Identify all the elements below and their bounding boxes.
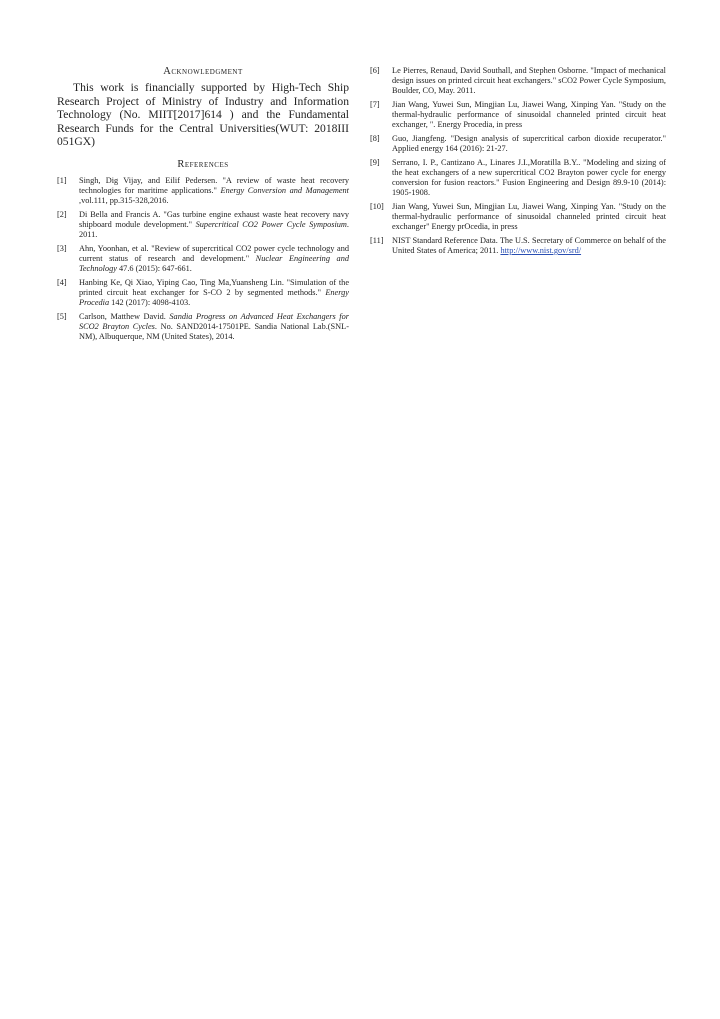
acknowledgment-text: This work is financially supported by High-Tech Ship Research Project of Ministry of Industry and Information Technology (No. MIIT[2017]614 ) and the Fundamental Research Funds for the Central Universities(WUT: 2018III 051GX) (57, 81, 349, 149)
reference-number: [5] (57, 311, 67, 321)
reference-text-part: ,vol.111, pp.315-328,2016. (79, 195, 169, 205)
reference-item (370, 158, 666, 198)
reference-text-part: NIST Standard Reference Data. The U.S. Secretary of Commerce on behalf of the United States of America; 2011. (392, 236, 666, 255)
reference-text-part: Hanbing Ke, Qi Xiao, Yiping Cao, Ting Ma,Yuansheng Lin. "Simulation of the printed circuit heat exchanger for S-CO 2 by segmented methods." (79, 277, 349, 297)
reference-text-part: 47.6 (2015): 647-661. (116, 263, 192, 273)
reference-text: Jian Wang, Yuwei Sun, Mingjian Lu, Jiawei Wang, Xinping Yan. "Study on the thermal-hydraulic performance of sinusoidal channeled printed circuit heat exchanger" Energy prOcedia, in press (392, 202, 666, 231)
reference-number: [1] (57, 175, 67, 185)
reference-number: [4] (57, 277, 67, 287)
reference-item (370, 100, 666, 130)
reference-item (57, 210, 349, 240)
reference-item (57, 176, 349, 206)
reference-number: [9] (370, 158, 380, 167)
right-column (370, 66, 666, 260)
reference-item (370, 66, 666, 96)
reference-journal: Supercritical CO2 Power Cycle Symposium (195, 219, 347, 229)
reference-text (79, 210, 349, 240)
reference-text (392, 236, 666, 256)
reference-text-part: Singh, Dig Vijay, and Eilif Pedersen. "A review of waste heat recovery technologies for maritime applications." (79, 175, 349, 195)
reference-text: Serrano, I. P., Cantizano A., Linares J.I.,Moratilla B.Y.. "Modeling and sizing of the heat exchangers of a new supercritical CO2 Brayton power cycle for energy conversion for fusion reactors." Fusion Engineering and Design 89.9-10 (2014): 1905-1908. (392, 158, 666, 197)
reference-text (79, 176, 349, 206)
reference-item (370, 134, 666, 154)
reference-journal: Nuclear Engineering and Technology (79, 253, 349, 273)
reference-number: [10] (370, 202, 384, 211)
reference-item (370, 236, 666, 256)
reference-item (57, 312, 349, 342)
reference-text (79, 244, 349, 274)
references-heading: References (177, 158, 229, 170)
reference-item (370, 202, 666, 232)
reference-link[interactable]: http://www.nist.gov/srd/ (500, 246, 582, 255)
reference-text (79, 312, 349, 342)
reference-item (57, 244, 349, 274)
reference-text-part: . No. SAND2014-17501PE. Sandia National Lab.(SNL-NM), Albuquerque, NM (United States), 2014. (79, 321, 349, 341)
reference-text-part: . 2011. (79, 219, 349, 239)
reference-journal: Energy Conversion and Management (220, 185, 349, 195)
reference-text-part: Di Bella and Francis A. "Gas turbine engine exhaust waste heat recovery navy shipboard module development." (79, 209, 349, 229)
reference-number: [11] (370, 236, 384, 245)
reference-number: [7] (370, 100, 380, 109)
reference-text (79, 278, 349, 308)
reference-text-part: Carlson, Matthew David. (79, 311, 170, 321)
reference-number: [2] (57, 209, 67, 219)
reference-text-part: 142 (2017): 4098-4103. (109, 297, 191, 307)
reference-number: [3] (57, 243, 67, 253)
reference-number: [6] (370, 66, 380, 75)
reference-text: Le Pierres, Renaud, David Southall, and Stephen Osborne. "Impact of mechanical design issues on printed circuit heat exchangers." sCO2 Power Cycle Symposium, Boulder, CO, May. 2011. (392, 66, 666, 95)
reference-number: [8] (370, 134, 380, 143)
reference-journal: Sandia Progress on Advanced Heat Exchangers for SCO2 Brayton Cycles (79, 311, 349, 331)
reference-text: Jian Wang, Yuwei Sun, Mingjian Lu, Jiawei Wang, Xinping Yan. "Study on the thermal-hydraulic performance of sinusoidal channeled printed circuit heat exchanger, ". Energy Procedia, in press (392, 100, 666, 129)
reference-journal: Energy Procedia (79, 287, 349, 307)
reference-text-part: Ahn, Yoonhan, et al. "Review of supercritical CO2 power cycle technology and current status of research and development." (79, 243, 349, 263)
left-column (57, 66, 349, 346)
reference-text: Guo, Jiangfeng. "Design analysis of supercritical carbon dioxide recuperator." Applied energy 164 (2016): 21-27. (392, 134, 666, 153)
reference-item (57, 278, 349, 308)
acknowledgment-heading: Acknowledgment (163, 66, 243, 77)
